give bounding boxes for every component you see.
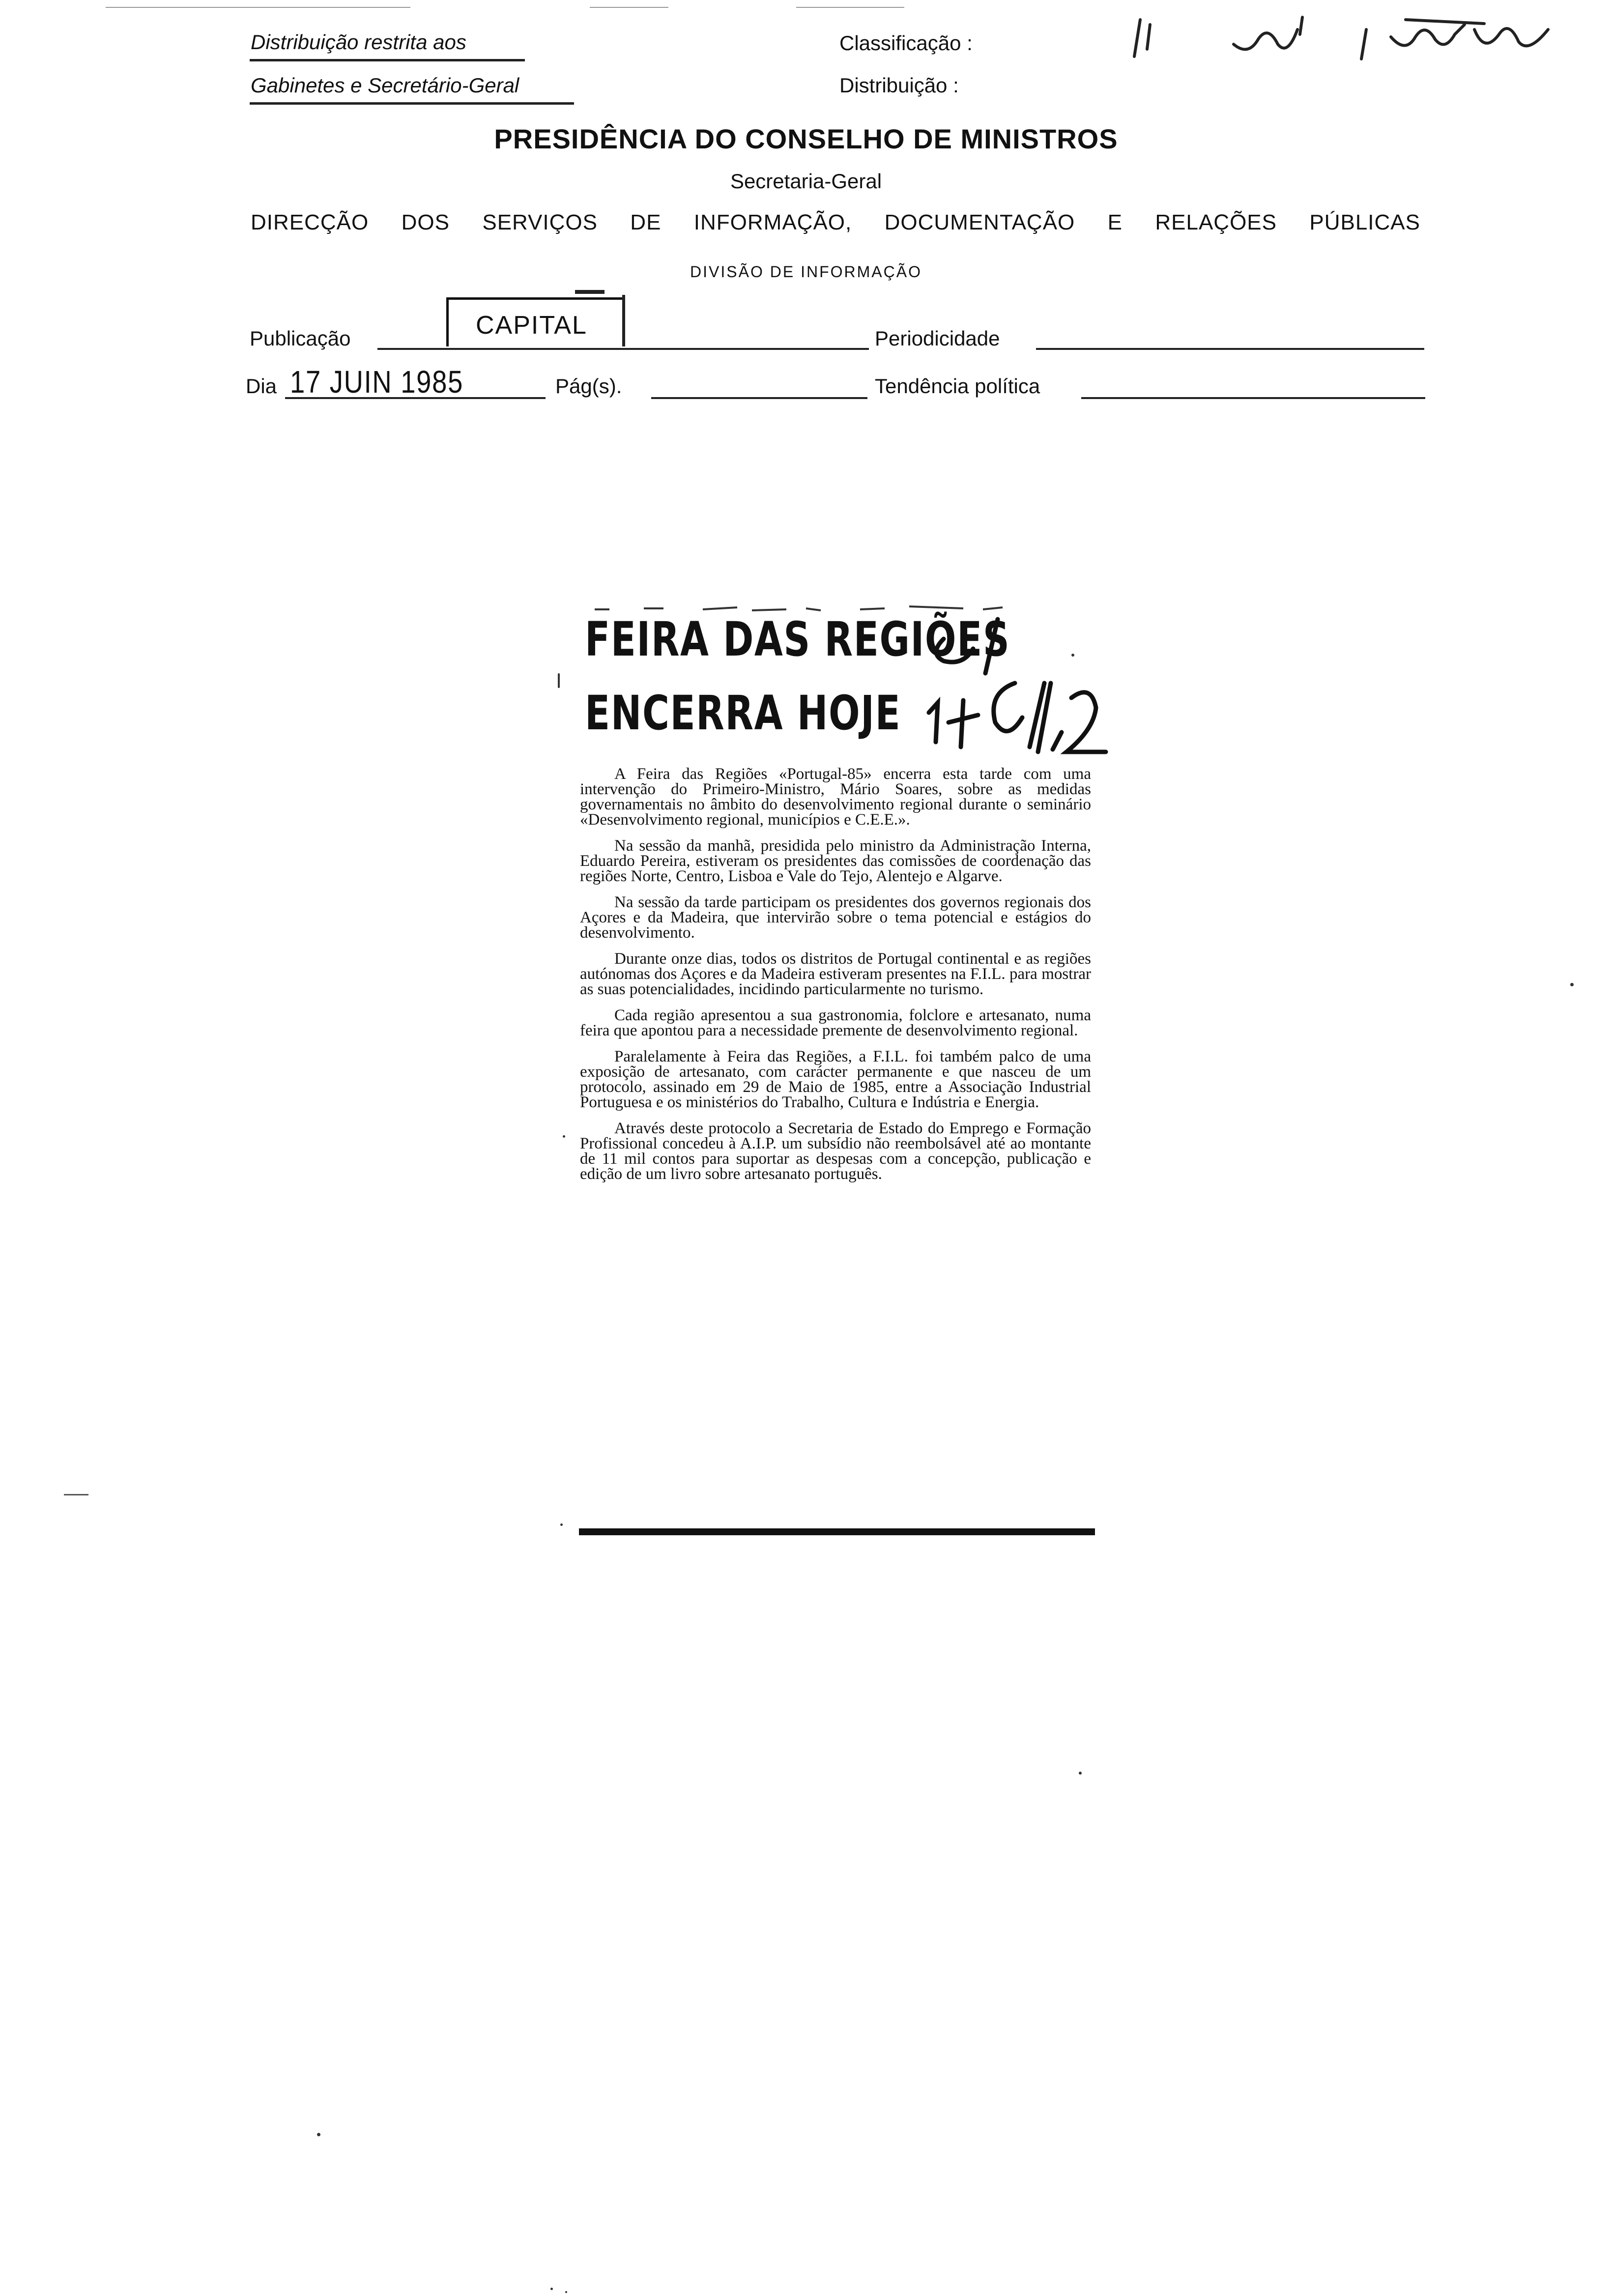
top-edge-rule [590,7,668,8]
dia-label: Dia [246,374,277,398]
restricted-underline-1 [250,59,525,61]
top-edge-rule [796,7,904,8]
article-paragraph: Cada região apresentou a sua gastronomia, folclore e artesanato, numa feira que apontou para a necessidade premente de desenvolvimento regional. [580,1006,1091,1039]
restricted-distribution-line2: Gabinetes e Secretário-Geral [251,74,519,97]
restricted-underline-2 [250,102,574,105]
scan-speck [560,1523,563,1526]
article-headline-line2: ENCERRA HOJE [585,686,901,741]
publicacao-line [377,348,869,350]
stamp-box-right-edge [622,295,625,346]
top-edge-rule [106,7,410,8]
distribution-label: Distribuição : [839,74,959,97]
tendencia-label: Tendência política [875,374,1040,398]
article-end-rule [579,1528,1095,1535]
scan-speck [1071,654,1074,657]
publicacao-label: Publicação [250,327,351,350]
handwritten-date-note-text: 17-6/12 [924,609,926,610]
tendencia-line [1081,397,1425,399]
article-paragraph: Na sessão da tarde participam os presidentes dos governos regionais dos Açores e da Madeira, que intervirão sobre o tema potencial e estágios do desenvolvimento. [580,893,1091,942]
scan-speck [1570,983,1574,986]
article-paragraph: Através deste protocolo a Secretaria de Estado do Emprego e Formação Profissional concedeu à A.I.P. um subsídio não reembolsável até ao montante de 11 mil contos para suportar as despesas com a concepção, publicação e edição de um livro sobre artesanato português. [580,1119,1091,1183]
scan-speck [550,2288,553,2290]
restricted-distribution-line1: Distribuição restrita aos [251,30,466,54]
article-body [580,767,1091,1193]
dia-line [285,397,546,399]
directorate-title: DIRECÇÃO DOS SERVIÇOS DE INFORMAÇÃO, DOCUMENTAÇÃO E RELAÇÕES PÚBLICAS [251,210,1420,234]
article-paragraph: Durante onze dias, todos os distritos de Portugal continental e as regiões autónomas dos Açores e da Madeira estiveram presentes na F.I.L. para mostrar as suas potencialidades, incidindo particularmente no turismo. [580,950,1091,998]
handwritten-reference [1130,10,1573,64]
presidency-title: PRESIDÊNCIA DO CONSELHO DE MINISTROS [494,123,1118,154]
secretariat-title: Secretaria-Geral [730,170,882,193]
scan-speck [565,2291,567,2293]
periodicidade-line [1036,348,1424,350]
handwritten-date-note [924,609,1111,757]
classification-label: Classificação : [839,31,973,55]
pags-label: Pág(s). [555,374,622,398]
scan-mark [64,1494,88,1495]
dia-value: 17 JUIN 1985 [290,364,464,400]
scan-speck [1079,1772,1082,1775]
stamp-box-top-mark [575,290,604,294]
division-title: DIVISÃO DE INFORMAÇÃO [690,263,922,281]
pags-line [651,397,867,399]
article-paragraph: Na sessão da manhã, presidida pelo ministro da Administração Interna, Eduardo Pereira, estiveram os presidentes das comissões de coordenação das regiões Norte, Centro, Lisboa e Vale do Tejo, Alentejo e Algarve. [580,837,1091,885]
scan-speck [558,673,560,688]
scan-speck [563,1135,565,1138]
article-headline-line1: FEIRA DAS REGIÕES [585,612,1010,667]
publicacao-value: CAPITAL [476,311,587,340]
periodicidade-label: Periodicidade [875,327,1000,350]
article-paragraph: Paralelamente à Feira das Regiões, a F.I.L. foi também palco de uma exposição de artesanato, com carácter permanente e que nasceu de um protocolo, assinado em 29 de Maio de 1985, entre a Associação Industrial Portuguesa e os ministérios do Trabalho, Cultura e Indústria e Energia. [580,1048,1091,1111]
article-paragraph: A Feira das Regiões «Portugal-85» encerra esta tarde com uma intervenção do Primeiro-Ministro, Mário Soares, sobre as medidas governamentais no âmbito do desenvolvimento regional durante o seminário «Desenvolvimento regional, municípios e C.E.E.». [580,765,1091,829]
scan-speck [317,2133,320,2136]
